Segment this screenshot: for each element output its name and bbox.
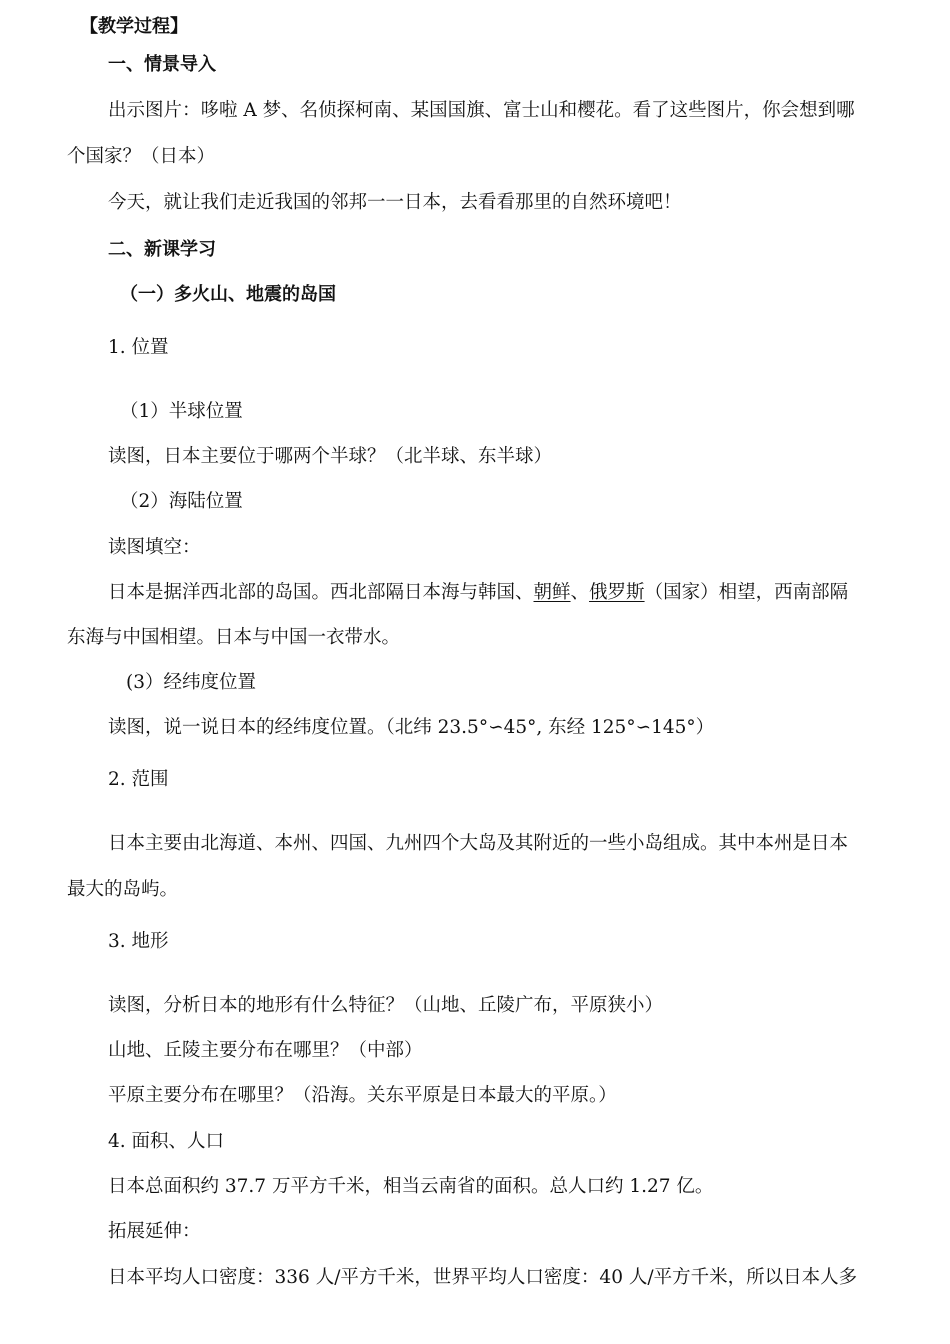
paragraph-line: 山地、丘陵主要分布在哪里？（中部） [108,1040,423,1061]
paragraph-line: 个国家？（日本） [67,146,216,167]
paragraph-line [108,581,848,605]
paragraph-line: 东海与中国相望。日本与中国一衣带水。 [67,627,401,648]
paragraph-line: 日本主要由北海道、本州、四国、九州四个大岛及其附近的一些小岛组成。其中本州是日本 [108,833,849,854]
item-title-location: 1. 位置 [108,337,169,358]
item-title-terrain: 3. 地形 [108,931,169,952]
item-title-area-population: 4. 面积、人口 [108,1131,225,1152]
paragraph-line: 平原主要分布在哪里？（沿海。关东平原是日本最大的平原。） [108,1085,617,1106]
underlined-answer: 俄罗斯 [589,582,645,603]
sub-item-title: （2）海陆位置 [120,491,243,512]
text-segment: 日本是据洋西北部的岛国。西北部隔日本海与韩国、 [108,582,534,603]
underlined-answer: 朝鲜 [533,582,571,603]
paragraph-line: 读图，说一说日本的经纬度位置。（北纬 23.5°∽45°, 东经 125°∽145°） [108,717,715,738]
paragraph-line: 今天，就让我们走近我国的邻邦一一日本，去看看那里的自然环境吧！ [108,192,682,213]
item-title-extent: 2. 范围 [108,769,169,790]
paragraph-line: 读图，分析日本的地形有什么特征？（山地、丘陵广布，平原狭小） [108,995,664,1016]
sub-item-title: （1）半球位置 [120,401,243,422]
paragraph-line: 拓展延伸： [108,1221,201,1242]
sub-item-title: (3）经纬度位置 [126,672,256,693]
paragraph-line: 读图填空： [108,537,201,558]
heading-intro: 一、情景导入 [108,54,216,75]
paragraph-line: 日本总面积约 37.7 万平方千米，相当云南省的面积。总人口约 1.27 亿。 [108,1176,714,1197]
paragraph-line: 读图，日本主要位于哪两个半球？（北半球、东半球） [108,446,553,467]
paragraph-line: 日本平均人口密度：336 人/平方千米，世界平均人口密度：40 人/平方千米，所以日本人多 [108,1267,858,1288]
subheading-volcano-island: （一）多火山、地震的岛国 [120,284,336,305]
text-segment: 、 [570,582,590,603]
text-segment: （国家）相望，西南部隔 [644,582,849,603]
section-title: 【教学过程】 [80,16,188,37]
paragraph-line: 最大的岛屿。 [67,879,179,900]
heading-new-lesson: 二、新课学习 [108,239,216,260]
paragraph-line: 出示图片：哆啦 A 梦、名侦探柯南、某国国旗、富士山和樱花。看了这些图片，你会想到哪 [108,100,855,121]
